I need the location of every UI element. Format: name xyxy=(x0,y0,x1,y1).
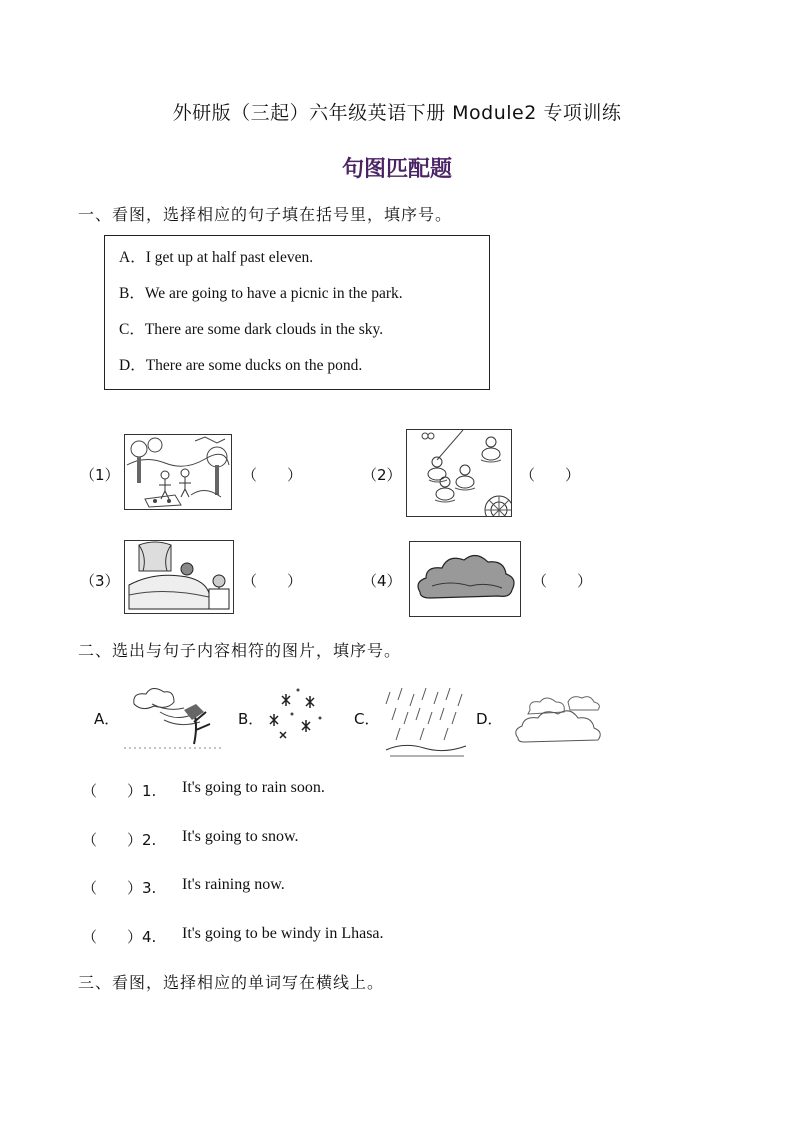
option-b: B．We are going to have a picnic in the park. xyxy=(119,285,403,302)
item-3-answer-blank[interactable]: （ ） xyxy=(242,572,303,590)
windy-picture xyxy=(124,682,224,752)
item-4-number: （4） xyxy=(362,572,402,590)
picture-b-label: B． xyxy=(238,710,264,728)
option-a: A．I get up at half past eleven. xyxy=(119,249,314,266)
picture-c-label: C． xyxy=(354,710,380,728)
question-1-answer-blank[interactable]: （ ）1. xyxy=(82,782,157,800)
dark-cloud-picture xyxy=(409,541,521,617)
question-1-text: It's going to rain soon. xyxy=(182,779,325,796)
snowflakes-picture xyxy=(262,684,326,746)
item-1-answer-blank[interactable]: （ ） xyxy=(242,466,303,484)
option-d: D．There are some ducks on the pond. xyxy=(119,357,363,374)
question-3-text: It's raining now. xyxy=(182,876,285,893)
clouds-picture xyxy=(512,690,606,748)
section-2-heading: 二、选出与句子内容相符的图片，填序号。 xyxy=(78,641,402,660)
question-4-answer-blank[interactable]: （ ）4. xyxy=(82,928,157,946)
item-2-answer-blank[interactable]: （ ） xyxy=(520,466,581,484)
item-3-number: （3） xyxy=(80,572,120,590)
option-c: C．There are some dark clouds in the sky. xyxy=(119,321,384,338)
item-2-number: （2） xyxy=(362,466,402,484)
item-4-answer-blank[interactable]: （ ） xyxy=(532,572,593,590)
picture-d-label: D． xyxy=(476,710,503,728)
picnic-picture xyxy=(124,434,232,510)
ducks-picture xyxy=(406,429,512,517)
question-2-answer-blank[interactable]: （ ）2. xyxy=(82,831,157,849)
rain-picture xyxy=(384,686,468,758)
section-3-heading: 三、看图，选择相应的单词写在横线上。 xyxy=(78,973,385,992)
options-box xyxy=(104,235,490,390)
picture-a-label: A． xyxy=(94,710,120,728)
question-3-answer-blank[interactable]: （ ）3. xyxy=(82,879,157,897)
bedroom-picture xyxy=(124,540,234,614)
page-subtitle: 句图匹配题 xyxy=(341,157,452,182)
page-title: 外研版（三起）六年级英语下册 Module2 专项训练 xyxy=(172,102,622,124)
question-2-text: It's going to snow. xyxy=(182,828,299,845)
question-4-text: It's going to be windy in Lhasa. xyxy=(182,925,384,942)
section-1-heading: 一、看图，选择相应的句子填在括号里，填序号。 xyxy=(78,205,453,224)
item-1-number: （1） xyxy=(80,466,120,484)
